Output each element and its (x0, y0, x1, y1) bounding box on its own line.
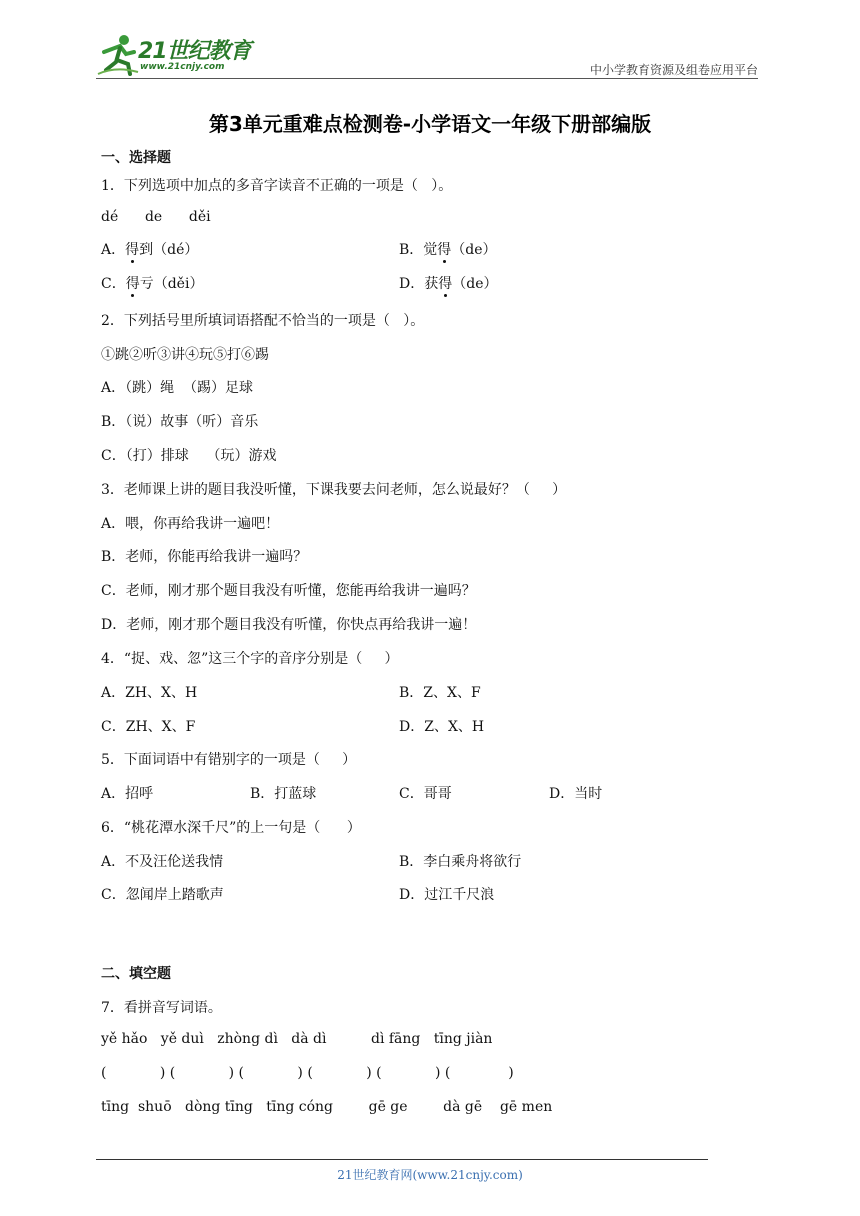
option-prefix: C． (101, 276, 126, 292)
page-header (96, 30, 758, 78)
logo-text: 21世纪教育 (138, 39, 251, 64)
q2-option-b: B．（说）故事（听）音乐 (101, 414, 259, 430)
q6-option-b: B．李白乘舟将欲行 (399, 854, 522, 870)
q2-stem: 2．下列括号里所填词语搭配不恰当的一项是（ ）。 (101, 313, 425, 329)
runner-logo-icon (96, 32, 140, 76)
footer-divider (96, 1159, 708, 1160)
q5-option-c: C．哥哥 (399, 786, 452, 802)
footer-link[interactable]: 21世纪教育网(www.21cnjy.com) (337, 1168, 523, 1182)
q7-stem: 7．看拼音写词语。 (101, 1000, 222, 1016)
q1-option-b (399, 239, 497, 259)
q2-list: ①跳②听③讲④玩⑤打⑥踢 (101, 347, 269, 363)
q3-option-c: C．老师，刚才那个题目我没有听懂，您能再给我讲一遍吗？ (101, 583, 476, 599)
q1-option-a (101, 239, 198, 259)
dotted-char: 得 (438, 276, 453, 292)
q7-answer-brackets: ( ) ( ) ( ) ( ) ( ) ( ) (101, 1065, 514, 1081)
q7-pinyin-row-1: yě hǎo yě duì zhòng dì dà dì dì fāng tīng jiàn (101, 1031, 493, 1047)
q3-option-a: A．喂，你再给我讲一遍吧！ (101, 516, 280, 532)
q2-option-c: C．（打）排球 （玩）游戏 (101, 448, 277, 464)
q4-stem: 4．“捉、戏、忽”这三个字的音序分别是（ ） (101, 651, 399, 667)
dotted-char: 得 (125, 242, 140, 258)
q1-option-c (101, 273, 203, 293)
option-prefix: A． (101, 242, 126, 258)
q3-option-b: B．老师，你能再给我讲一遍吗？ (101, 549, 308, 565)
option-rest: 亏（děi） (139, 276, 204, 292)
site-logo (96, 32, 256, 76)
q5-stem: 5．下面词语中有错别字的一项是（ ） (101, 752, 357, 768)
header-divider (96, 78, 758, 79)
q5-option-a: A．招呼 (101, 786, 154, 802)
q4-option-b: B．Z、X、F (399, 685, 481, 701)
platform-name: 中小学教育资源及组卷应用平台 (589, 63, 758, 77)
q6-option-a: A．不及汪伦送我情 (101, 854, 224, 870)
q3-stem: 3．老师课上讲的题目我没听懂，下课我要去问老师，怎么说最好？（ ） (101, 482, 567, 498)
section-heading-fill: 二、填空题 (101, 966, 171, 982)
q6-option-c: C．忽闻岸上踏歌声 (101, 887, 224, 903)
q6-option-d: D．过江千尺浪 (399, 887, 495, 903)
section-heading-choice: 一、选择题 (101, 150, 171, 166)
option-prefix: D．获 (399, 276, 439, 292)
option-rest: 到（dé） (139, 242, 199, 258)
option-rest: （de） (452, 276, 498, 292)
dotted-char: 得 (125, 276, 140, 292)
q1-option-d (399, 273, 497, 293)
logo-url: www.21cnjy.com (140, 62, 225, 72)
option-prefix: B．觉 (399, 242, 438, 258)
q4-option-c: C．ZH、X、F (101, 719, 196, 735)
page-title: 第3单元重难点检测卷-小学语文一年级下册部编版 (208, 112, 652, 136)
q6-stem: 6．“桃花潭水深千尺”的上一句是（ ） (101, 820, 361, 836)
q2-option-a: A．（跳）绳 （踢）足球 (101, 380, 254, 396)
q5-option-d: D．当时 (549, 786, 603, 802)
q5-option-b: B．打蓝球 (250, 786, 317, 802)
q1-pinyin: dé de děi (101, 209, 211, 225)
option-rest: （de） (451, 242, 497, 258)
dotted-char: 得 (437, 242, 452, 258)
q7-pinyin-row-2: tīng shuō dòng tīng tīng cóng gē ge dà gē gē men (101, 1099, 553, 1115)
q4-option-a: A．ZH、X、H (101, 685, 198, 701)
q4-option-d: D．Z、X、H (399, 719, 485, 735)
q1-stem: 1．下列选项中加点的多音字读音不正确的一项是（ ）。 (101, 178, 453, 194)
q3-option-d: D．老师，刚才那个题目我没有听懂，你快点再给我讲一遍！ (101, 617, 477, 633)
